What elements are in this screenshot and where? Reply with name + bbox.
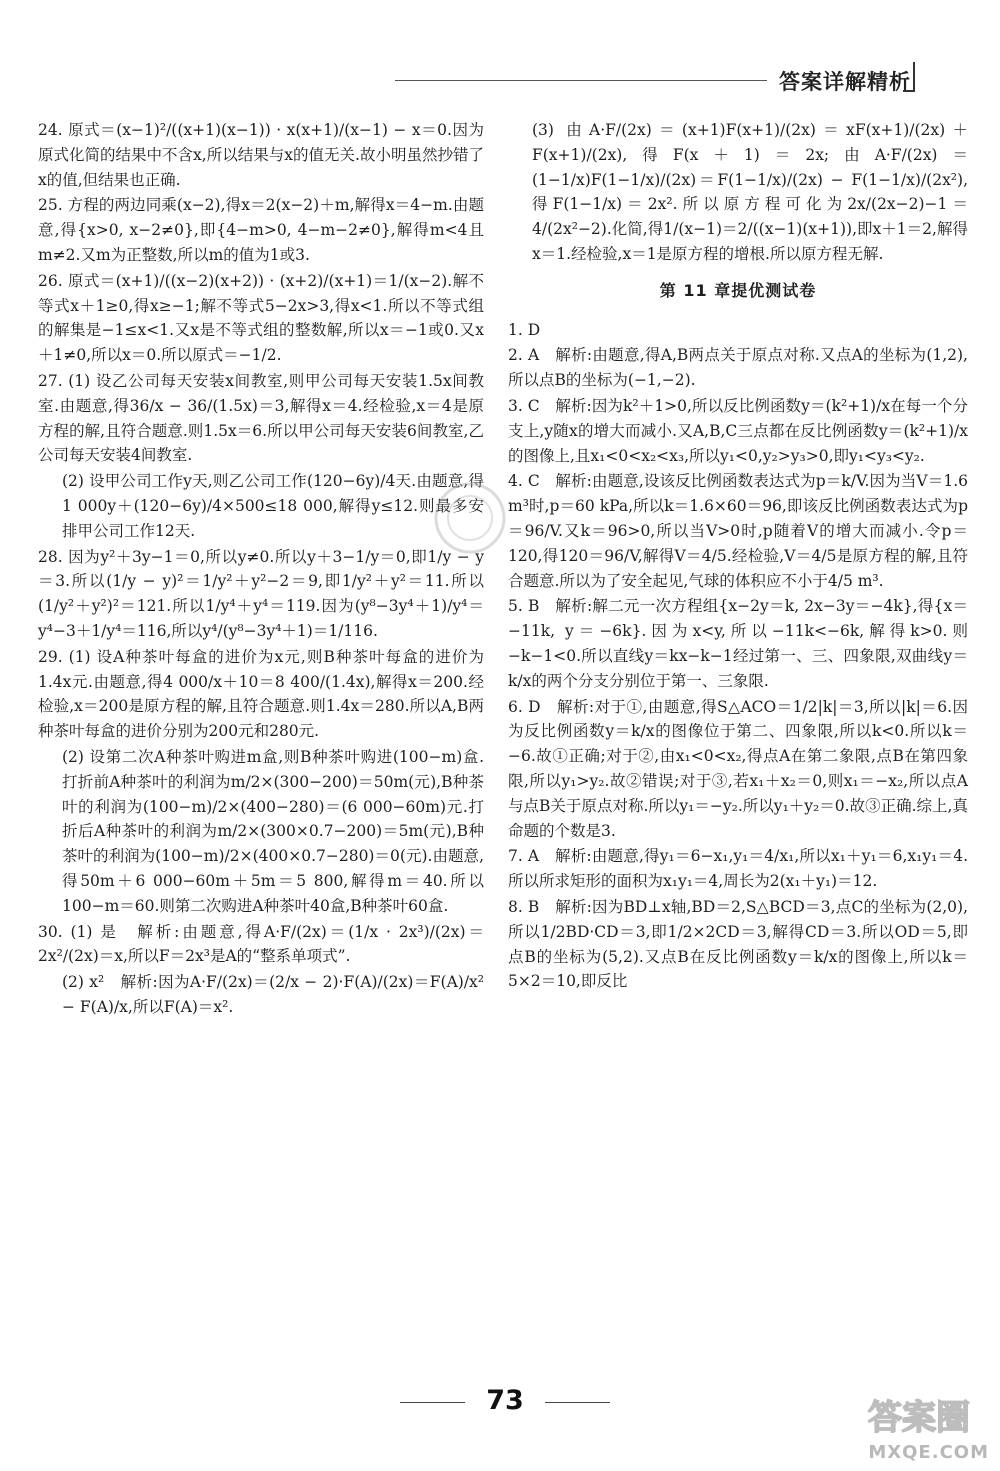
watermark bbox=[808, 1395, 993, 1465]
right-column bbox=[508, 118, 968, 995]
header-rule bbox=[395, 80, 767, 81]
answer-28: 28. 因为y²＋3y−1＝0,所以y≠0.所以y＋3−1/y＝0,即1/y − y＝3.所以(1/y − y)²＝1/y²＋y²−2＝9,即1/y²＋y²＝11.所以(1/y²＋y²)²＝121.所以1/y⁴＋y⁴＝119.因为(y⁸−3y⁴＋1)/y⁴＝y⁴−3＋1/y⁴＝116,所以y⁴/(y⁸−3y⁴＋1)＝1/116. bbox=[38, 547, 484, 640]
answer-24: 24. 原式＝(x−1)²/((x+1)(x−1)) · x(x+1)/(x−1) − x＝0.因为原式化简的结果中不含x,所以结果与x的值无关.故小明虽然抄错了x的值,但结果也正确. bbox=[38, 121, 484, 189]
answer-30-part-3: (3) 由A·F/(2x)＝(x+1)F(x+1)/(2x)＝xF(x+1)/(2x)＋F(x+1)/(2x),得F(x＋1)＝2x;由A·F/(2x)＝(1−1/x)F(1−1/x)/(2x)＝F(1−1/x)/(2x) − F(1−1/x)/(2x²),得F(1−1/x)＝2x².所以原方程可化为2x/(2x−2)−1＝4/(2x²−2).化简,得1/(x−1)＝2/((x−1)(x+1)),即x＋1＝2,解得x＝1.经检验,x＝1是原方程的增根.所以原方程无解. bbox=[532, 121, 968, 263]
header-bracket-icon bbox=[903, 62, 915, 92]
test-answer-8: 8. B 解析:因为BD⊥x轴,BD＝2,S△BCD＝3,点C的坐标为(2,0),所以1/2BD·CD＝3,即1/2×2CD＝3,解得CD＝3.所以OD＝5,即点B的坐标为(5,2).又点B在反比例函数y＝k/x的图像上,所以k＝5×2＝10,即反比 bbox=[508, 897, 968, 991]
section-title: 第 11 章提优测试卷 bbox=[659, 280, 817, 300]
page-footer bbox=[400, 1385, 610, 1419]
left-column bbox=[38, 118, 484, 1021]
answer-26: 26. 原式＝(x+1)/((x−2)(x+2)) · (x+2)/(x+1)＝1/(x−2).解不等式x＋1≥0,得x≥−1;解不等式5−2x>3,得x<1.所以不等式组的解集是−1≤x<1.又x是不等式组的整数解,所以x＝−1或0.又x＋1≠0,所以x＝0.所以原式＝−1/2. bbox=[38, 271, 484, 365]
test-answer-5: 5. B 解析:解二元一次方程组{x−2y＝k, 2x−3y＝−4k},得{x＝−11k, y＝−6k}.因为x<y,所以−11k<−6k,解得k>0.则−k−1<0.所以直线y＝kx−k−1经过第一、三、四象限,双曲线y＝k/x的两个分支分别位于第一、三象限. bbox=[508, 597, 968, 690]
test-answer-7: 7. A 解析:由题意,得y₁＝6−x₁,y₁＝4/x₁,所以x₁＋y₁＝6,x₁y₁＝4.所以所求矩形的面积为x₁y₁＝4,周长为2(x₁＋y₁)＝12. bbox=[508, 847, 968, 891]
watermark-logo-icon bbox=[849, 1395, 989, 1437]
test-answer-3: 3. C 解析:因为k²＋1>0,所以反比例函数y＝(k²+1)/x在每一个分支上,y随x的增大而减小.又A,B,C三点都在反比例函数y＝(k²+1)/x的图像上,且x₁<0<x₂<x₃,所以y₁<0,y₂>y₃>0,即y₁<y₃<y₂. bbox=[508, 396, 968, 465]
watermark-site: MXQE.COM bbox=[868, 1442, 989, 1463]
answer-30-part-1: 30. (1) 是 解析:由题意,得A·F/(2x)＝(1/x · 2x³)/(2x)＝2x²/(2x)＝x,所以F＝2x³是A的“整系单项式”. bbox=[38, 922, 484, 966]
answer-27-part-2: (2) 设甲公司工作y天,则乙公司工作(120−6y)/4天.由题意,得1 000y＋(120−6y)/4×500≤18 000,解得y≤12.则最多安排甲公司工作12天. bbox=[62, 472, 484, 540]
header-title: 答案详解精析 bbox=[779, 70, 911, 94]
watermark-logo-text: 答案圈 bbox=[868, 1398, 970, 1437]
test-answer-1: 1. D bbox=[508, 320, 541, 339]
answer-29-part-1: 29. (1) 设A种茶叶每盒的进价为x元,则B种茶叶每盒的进价为1.4x元.由题意,得4 000/x＋10＝8 400/(1.4x),解得x＝200.经检验,x＝200是原方程的解,且符合题意.则1.4x＝280.所以A,B两种茶叶每盒的进价分别为200元和280元. bbox=[38, 647, 484, 741]
answer-30-part-2: (2) x² 解析:因为A·F/(2x)＝(2/x − 2)·F(A)/(2x)＝F(A)/x² − F(A)/x,所以F(A)＝x². bbox=[62, 973, 484, 1016]
answer-27-part-1: 27. (1) 设乙公司每天安装x间教室,则甲公司每天安装1.5x间教室.由题意,得36/x − 36/(1.5x)＝3,解得x＝4.经检验,x＝4是原方程的解,且符合题意.则1.5x＝6.所以甲公司每天安装6间教室,乙公司每天安装4间教室. bbox=[38, 371, 484, 465]
test-answer-6: 6. D 解析:对于①,由题意,得S△ACO＝1/2|k|＝3,所以|k|＝6.因为反比例函数y＝k/x的图像位于第二、四象限,所以k<0.所以k＝−6.故①正确;对于②,由x₁<0<x₂,得点A在第二象限,点B在第四象限,所以y₁>y₂.故②错误;对于③,若x₁＋x₂＝0,则x₁＝−x₂,所以点A与点B关于原点对称.所以y₁＝−y₂.所以y₁＋y₂＝0.故③正确.综上,真命题的个数是3. bbox=[508, 697, 968, 840]
test-answer-4: 4. C 解析:由题意,设该反比例函数表达式为p＝k/V.因为当V＝1.6 m³时,p＝60 kPa,所以k＝1.6×60＝96,即该反比例函数表达式为p＝96/V.又k＝96>0,所以当V>0时,p随着V的增大而减小.令p＝120,得120＝96/V,解得V＝4/5.经检验,V＝4/5是原方程的解,且符合题意.所以为了安全起见,气球的体积应不小于4/5 m³. bbox=[508, 472, 968, 590]
answer-25: 25. 方程的两边同乘(x−2),得x＝2(x−2)＋m,解得x＝4−m.由题意,得{x>0, x−2≠0},即{4−m>0, 4−m−2≠0},解得m<4且m≠2.又m为正整数,所以m的值为1或3. bbox=[38, 196, 484, 264]
page-header bbox=[395, 62, 925, 98]
page-number: 73 bbox=[486, 1385, 524, 1416]
answer-29-part-2: (2) 设第二次A种茶叶购进m盒,则B种茶叶购进(100−m)盒.打折前A种茶叶的利润为m/2×(300−200)＝50m(元),B种茶叶的利润为(100−m)/2×(400−280)＝(6 000−60m)元.打折后A种茶叶的利润为m/2×(300×0.7−200)＝5m(元),B种茶叶的利润为(100−m)/2×(400×0.7−280)＝0(元).由题意,得50m＋6 000−60m＋5m＝5 800,解得m＝40.所以100−m＝60.则第二次购进A种茶叶40盒,B种茶叶60盒. bbox=[62, 747, 484, 915]
faded-stamp-icon bbox=[430, 478, 510, 558]
footer-rule-right bbox=[545, 1402, 610, 1403]
test-answer-2: 2. A 解析:由题意,得A,B两点关于原点对称.又点A的坐标为(1,2),所以点B的坐标为(−1,−2). bbox=[508, 346, 968, 390]
